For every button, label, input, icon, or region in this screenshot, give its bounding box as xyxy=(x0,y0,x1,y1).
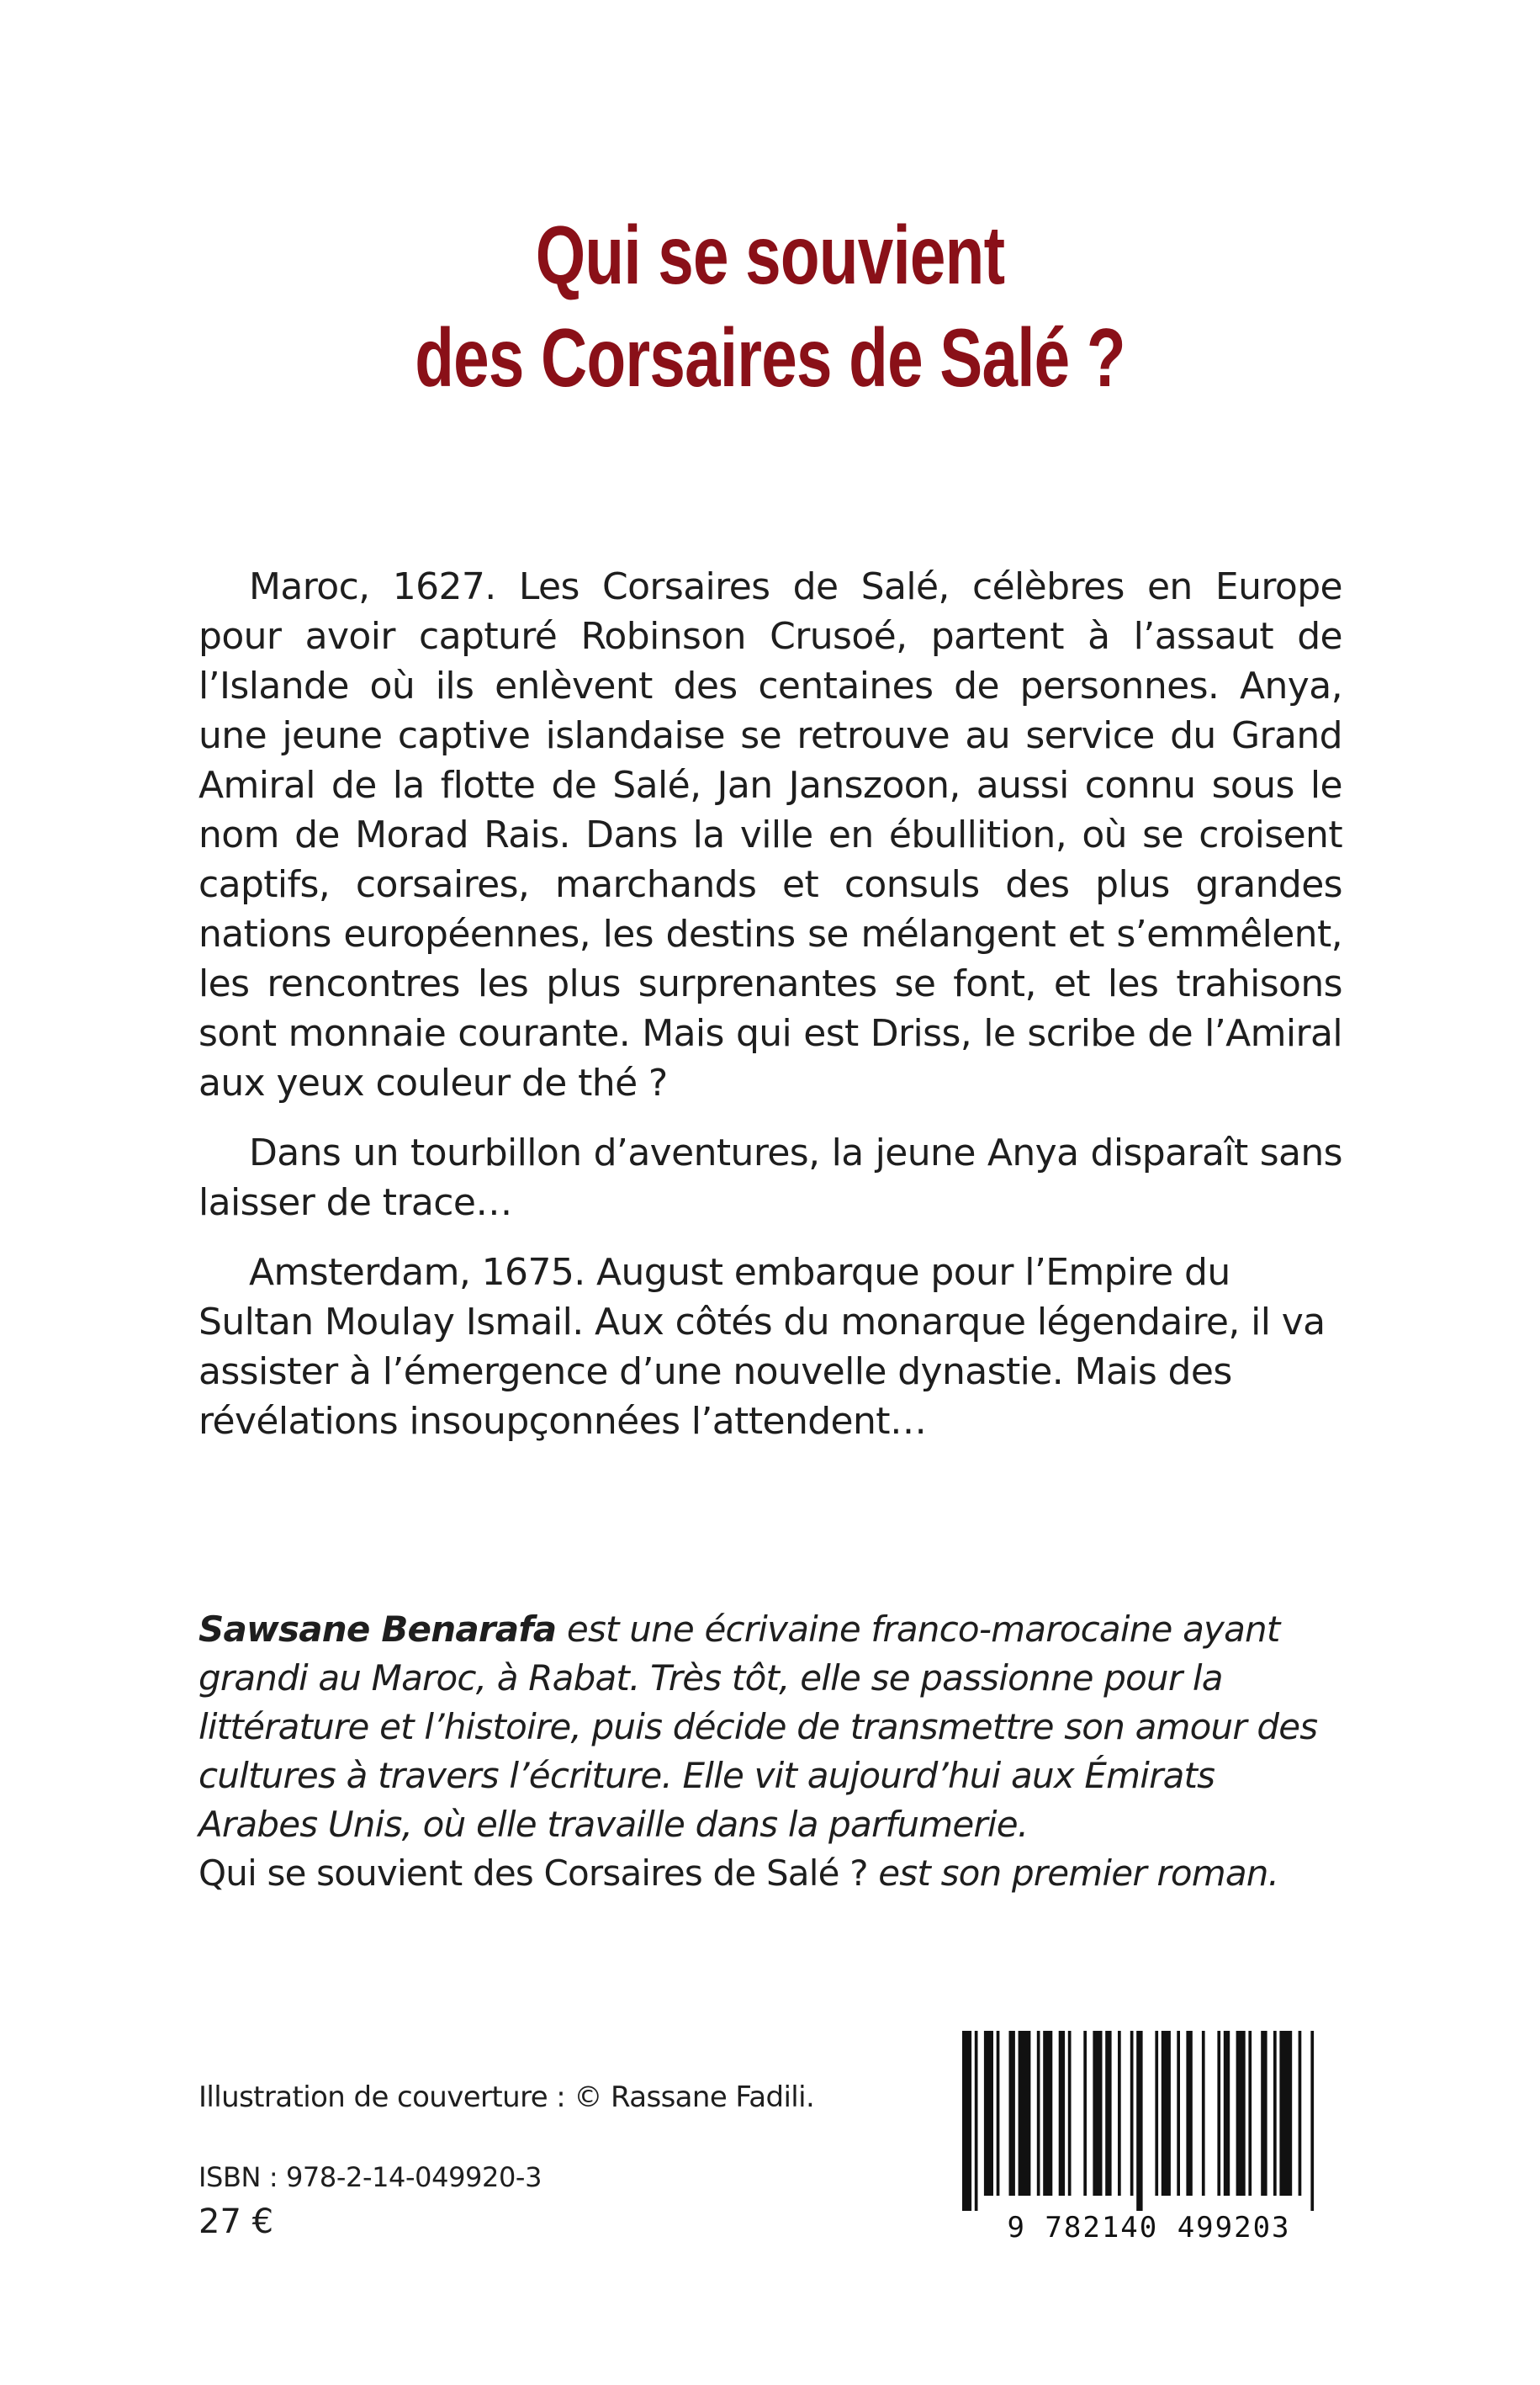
barcode xyxy=(955,2031,1342,2250)
barcode-bar xyxy=(1273,2031,1277,2196)
barcode-bar xyxy=(1202,2031,1205,2196)
barcode-bar xyxy=(1310,2031,1314,2211)
barcode-bar xyxy=(1224,2031,1230,2196)
barcode-bar xyxy=(1155,2031,1158,2196)
barcode-bar xyxy=(1019,2031,1031,2196)
barcode-bar xyxy=(1279,2031,1292,2196)
barcode-bar xyxy=(975,2031,978,2211)
author-bio-book-title: Qui se souvient des Corsaires de Salé ? xyxy=(198,1852,868,1894)
author-name: Sawsane Benarafa xyxy=(198,1609,557,1650)
author-bio-ending: est son premier roman. xyxy=(867,1852,1279,1894)
barcode-bar xyxy=(1217,2031,1220,2196)
barcode-digits: 9 782140 499203 xyxy=(1007,2211,1291,2245)
barcode-bar xyxy=(1043,2031,1052,2196)
barcode-bar xyxy=(1130,2031,1134,2196)
barcode-bar xyxy=(1186,2031,1192,2196)
author-bio xyxy=(198,1605,1342,1898)
synopsis-paragraph-2: Dans un tourbillon d’aventures, la jeune Anya disparaît sans laisser de trace… xyxy=(198,1132,1342,1224)
barcode-bar xyxy=(1261,2031,1267,2196)
barcode-bar xyxy=(1248,2031,1252,2196)
price: 27 € xyxy=(198,2202,274,2241)
barcode-bar xyxy=(1136,2031,1142,2211)
synopsis-paragraph-3: Amsterdam, 1675. August embarque pour l’Empire du Sultan Moulay Ismail. Aux côtés du monarque légendaire, il va assister à l’émergence d’une nouvelle dynastie. Mais des révélations insoupçonnées l’attendent… xyxy=(198,1251,1326,1443)
author-bio-text: est une écrivaine franco-marocaine ayant grandi au Maroc, à Rabat. Très tôt, elle se passionne pour la littérature et l’histoire, puis décide de transmettre son amour des cultures à travers l’écriture. Elle vit aujourd’hui aux Émirats Arabes Unis, où elle travaille dans la parfumerie. xyxy=(198,1609,1318,1845)
barcode-bar xyxy=(1093,2031,1102,2196)
barcode-bar xyxy=(1105,2031,1111,2196)
barcode-bar xyxy=(1009,2031,1015,2196)
barcode-bar xyxy=(1037,2031,1040,2196)
synopsis-paragraph-1: Maroc, 1627. Les Corsaires de Salé, célèbres en Europe pour avoir capturé Robinson Crusoé, partent à l’assaut de l’Islande où ils enlèvent des centaines de personnes. Anya, une jeune captive islandaise se retrouve au service du Grand Amiral de la flotte de Salé, Jan Janszoon, aussi connu sous le nom de Morad Rais. Dans la ville en ébullition, où se croisent captifs, corsaires, marchands et consuls des plus grandes nations européennes, les destins se mélangent et s’emmêlent, les rencontres les plus surprenantes se font, et les trahisons sont monnaie courante. Mais qui est Driss, le scribe de l’Amiral aux yeux couleur de thé ? xyxy=(198,565,1342,1105)
barcode-bar xyxy=(1236,2031,1246,2196)
illustration-credit: Illustration de couverture : © Rassane Fadili. xyxy=(198,2080,815,2114)
book-title-line-2: des Corsaires de Salé ? xyxy=(415,310,1125,404)
barcode-bar xyxy=(1299,2031,1302,2196)
barcode-bar xyxy=(984,2031,993,2196)
barcode-bar xyxy=(1118,2031,1121,2196)
barcode-bar xyxy=(1059,2031,1065,2196)
author-bio-paragraph xyxy=(198,1605,1342,1898)
book-title xyxy=(169,204,1370,409)
book-title-line-1: Qui se souvient xyxy=(535,208,1005,301)
barcode-bar xyxy=(1162,2031,1171,2196)
barcode-bar xyxy=(962,2031,971,2211)
barcode-bar xyxy=(997,2031,1000,2196)
barcode-bar xyxy=(1177,2031,1180,2196)
isbn: ISBN : 978-2-14-049920-3 xyxy=(198,2161,542,2193)
barcode-bar xyxy=(1068,2031,1072,2196)
synopsis xyxy=(198,562,1342,1466)
barcode-icon xyxy=(955,2031,1342,2211)
barcode-bar xyxy=(1083,2031,1087,2196)
